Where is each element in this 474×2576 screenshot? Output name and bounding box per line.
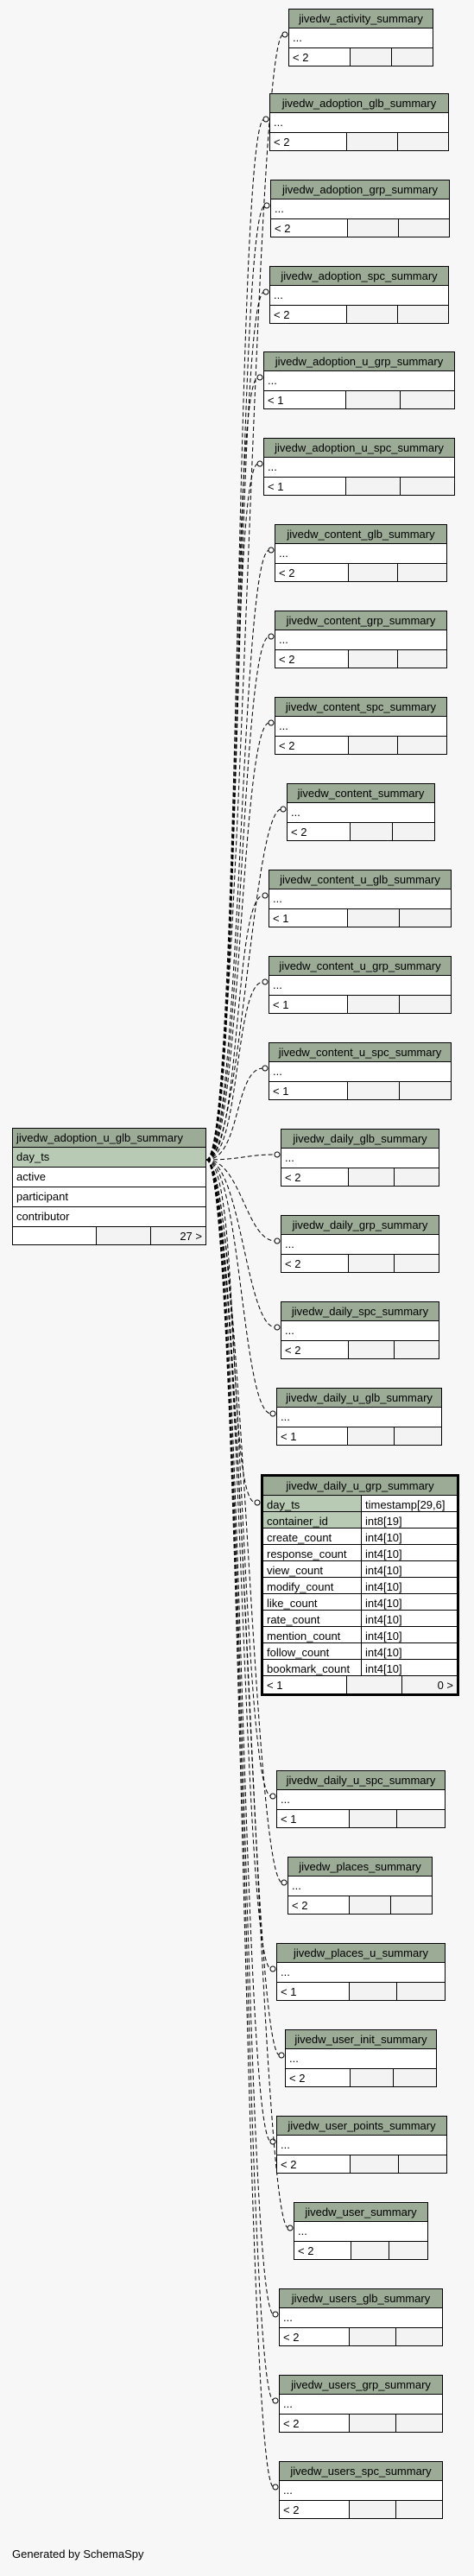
column-type: timestamp[29,6] [365, 1498, 446, 1511]
focus-table-header: jivedw_daily_u_grp_summary [263, 1477, 457, 1496]
footer-cell [349, 1168, 394, 1186]
footer-cell: < 2 [281, 1341, 349, 1358]
footer-cell [399, 2155, 446, 2173]
edge-end-marker [275, 1325, 280, 1330]
footer-cell: < 1 [264, 478, 346, 495]
footer-cell [400, 909, 451, 927]
main-table-column: contributor [13, 1207, 205, 1227]
edge-end-marker [275, 1238, 280, 1244]
edge-end-marker [269, 720, 274, 725]
related-table-footer [269, 909, 451, 927]
footer-cell: < 2 [288, 1896, 350, 1914]
related-table-column: ... [269, 889, 451, 909]
related-table-header: jivedw_daily_grp_summary [281, 1216, 439, 1235]
related-table[interactable] [287, 783, 435, 841]
main-table-column: participant [13, 1187, 205, 1207]
footer-cell [349, 650, 398, 668]
related-table-header: jivedw_content_u_grp_summary [269, 957, 451, 976]
footer-cell: < 2 [281, 1255, 349, 1272]
related-table[interactable] [281, 1215, 439, 1273]
related-table[interactable] [269, 870, 452, 927]
column-name: mention_count [263, 1627, 362, 1642]
main-table-column: day_ts [13, 1148, 205, 1168]
footer-cell: < 1 [277, 1427, 348, 1445]
related-table-column: ... [286, 2049, 436, 2069]
related-table-column: ... [264, 371, 454, 391]
focus-table-column [263, 1561, 457, 1578]
footer-cell: < 2 [294, 2242, 351, 2259]
column-name: follow_count [263, 1643, 362, 1659]
related-table-footer [281, 1255, 439, 1272]
footer-cell: 0 > [402, 1676, 457, 1693]
footer-cell [392, 48, 433, 66]
related-table[interactable] [276, 1388, 442, 1446]
edge-end-marker [270, 1794, 275, 1799]
related-table[interactable] [279, 2461, 443, 2519]
footer-cell: < 2 [280, 2501, 350, 2518]
related-table-footer [277, 2155, 446, 2173]
footer-cell [401, 391, 454, 408]
footer-cell [398, 306, 448, 323]
main-table-column: active [13, 1168, 205, 1187]
edge-end-marker [255, 1500, 260, 1505]
column-name: modify_count [263, 1578, 362, 1593]
footer-cell: < 2 [270, 133, 347, 150]
column-type: int4[10] [365, 1580, 402, 1593]
related-table[interactable] [275, 524, 447, 582]
related-table-column: ... [281, 1149, 439, 1168]
column-name: bookmark_count [263, 1660, 362, 1675]
footer-cell [395, 1255, 439, 1272]
footer-cell [395, 1168, 439, 1186]
footer-cell [398, 133, 448, 150]
footer-cell [398, 564, 446, 581]
related-table-header: jivedw_user_points_summary [277, 2117, 446, 2136]
related-table[interactable] [269, 93, 449, 151]
related-table-header: jivedw_content_spc_summary [275, 698, 446, 717]
related-table-header: jivedw_content_summary [288, 784, 434, 803]
edge-end-marker [273, 2484, 278, 2490]
related-table-column: ... [294, 2222, 427, 2242]
related-table-footer [264, 391, 454, 408]
footer-cell [397, 1810, 445, 1827]
column-name: view_count [263, 1561, 362, 1577]
footer-cell [97, 1227, 152, 1244]
related-table-column: ... [269, 1062, 451, 1082]
related-table[interactable] [263, 438, 455, 496]
related-table[interactable] [263, 351, 455, 409]
focus-table-column [263, 1512, 457, 1529]
column-name: response_count [263, 1545, 362, 1560]
related-table-footer [288, 823, 434, 840]
focus-table-column [263, 1545, 457, 1561]
edge-end-marker [281, 807, 286, 812]
footer-cell [389, 2242, 427, 2259]
related-table-column: ... [277, 1790, 445, 1810]
footer-cell: < 2 [288, 823, 351, 840]
footer-cell [348, 219, 399, 237]
footer-cell: < 2 [275, 650, 349, 668]
footer-cell [401, 478, 454, 495]
edge-end-marker [262, 893, 268, 898]
footer-cell [396, 2415, 442, 2432]
footer-cell [346, 391, 401, 408]
related-table-header: jivedw_content_u_spc_summary [269, 1043, 451, 1062]
column-name: like_count [263, 1594, 362, 1610]
related-table-footer [288, 1896, 432, 1914]
column-type: int4[10] [365, 1613, 402, 1626]
related-table-column: ... [281, 1235, 439, 1255]
footer-cell [350, 2415, 396, 2432]
related-table-header: jivedw_content_glb_summary [275, 525, 446, 544]
related-table[interactable] [288, 9, 433, 66]
focus-table-footer [263, 1676, 457, 1693]
footer-cell [349, 1255, 394, 1272]
relationship-edge [206, 1160, 271, 1414]
related-table[interactable] [275, 611, 447, 668]
footer-cell [351, 2242, 390, 2259]
related-table-column: ... [288, 803, 434, 823]
related-table[interactable] [275, 697, 447, 755]
related-table[interactable] [281, 1301, 439, 1359]
relationship-edge [206, 377, 258, 1160]
related-table-column: ... [277, 1408, 441, 1427]
related-table[interactable] [276, 1943, 446, 2001]
edge-end-marker [262, 979, 268, 984]
focus-table-column [263, 1578, 457, 1594]
footer-cell [391, 1896, 432, 1914]
related-table-footer [277, 1983, 445, 2000]
footer-cell: < 2 [270, 306, 347, 323]
related-table-column: ... [271, 199, 449, 219]
relationship-edge [206, 723, 269, 1160]
footer-cell [349, 737, 398, 754]
footer-cell [351, 2069, 394, 2086]
column-type: int4[10] [365, 1597, 402, 1610]
related-table-column: ... [275, 544, 446, 564]
footer-cell [351, 2155, 399, 2173]
related-table-header: jivedw_activity_summary [289, 9, 433, 28]
column-name: rate_count [263, 1611, 362, 1626]
related-table-footer [277, 1810, 445, 1827]
column-type: int4[10] [365, 1564, 402, 1577]
footer-cell [350, 1896, 391, 1914]
related-table[interactable] [281, 1129, 439, 1187]
related-table-header: jivedw_daily_u_spc_summary [277, 1771, 445, 1790]
related-table-header: jivedw_adoption_glb_summary [270, 94, 448, 113]
footer-cell [13, 1227, 97, 1244]
footer-cell: < 2 [271, 219, 348, 237]
footer-cell [350, 1983, 398, 2000]
column-type: int4[10] [365, 1547, 402, 1560]
footer-cell [400, 1082, 451, 1099]
focus-table-column [263, 1594, 457, 1611]
related-table-header: jivedw_users_spc_summary [280, 2462, 442, 2481]
footer-cell [399, 219, 449, 237]
related-table[interactable] [288, 1857, 433, 1915]
footer-cell [350, 2328, 396, 2345]
related-table-header: jivedw_places_u_summary [277, 1944, 445, 1963]
edge-end-marker [270, 1966, 275, 1972]
edge-end-marker [288, 2225, 293, 2231]
generated-by-label: Generated by SchemaSpy [12, 2548, 144, 2560]
related-table[interactable] [269, 266, 449, 324]
footer-cell [347, 1676, 402, 1693]
footer-cell [346, 478, 401, 495]
footer-cell: 27 > [151, 1227, 205, 1244]
edge-end-marker [264, 203, 269, 208]
column-type: int4[10] [365, 1630, 402, 1642]
footer-cell [349, 564, 398, 581]
main-table[interactable] [12, 1128, 206, 1245]
footer-cell [350, 2501, 396, 2518]
footer-cell [398, 737, 446, 754]
related-table-footer [277, 1427, 441, 1445]
related-table-footer [281, 1168, 439, 1186]
column-name: day_ts [263, 1496, 362, 1511]
main-table-header: jivedw_adoption_u_glb_summary [13, 1129, 205, 1148]
related-table-footer [269, 996, 451, 1013]
edge-end-marker [262, 1066, 268, 1071]
related-table-footer [280, 2328, 442, 2345]
edge-end-marker [269, 634, 274, 639]
footer-cell [348, 909, 400, 927]
edge-end-marker [263, 289, 269, 294]
column-type: int4[10] [365, 1646, 402, 1659]
related-table[interactable] [294, 2202, 428, 2260]
footer-cell: < 1 [277, 1983, 350, 2000]
focus-table-column [263, 1660, 457, 1676]
related-table-header: jivedw_content_grp_summary [275, 611, 446, 630]
related-table-header: jivedw_daily_glb_summary [281, 1130, 439, 1149]
related-table-header: jivedw_user_init_summary [286, 2030, 436, 2049]
related-table-footer [269, 1082, 451, 1099]
footer-cell: < 1 [269, 1082, 348, 1099]
focus-table[interactable] [261, 1474, 459, 1696]
edge-end-marker [279, 2053, 284, 2058]
related-table-footer [281, 1341, 439, 1358]
related-table-column: ... [277, 2136, 446, 2155]
footer-cell [396, 2328, 442, 2345]
footer-cell [351, 823, 393, 840]
related-table-footer [280, 2415, 442, 2432]
related-table-column: ... [275, 630, 446, 650]
related-table[interactable] [269, 956, 452, 1014]
related-table[interactable] [270, 180, 450, 237]
edge-end-marker [282, 32, 288, 37]
footer-cell: < 1 [264, 391, 346, 408]
edge-end-marker [270, 1411, 275, 1416]
relationship-edge [206, 1155, 275, 1160]
related-table-column: ... [280, 2395, 442, 2415]
edge-end-marker [270, 2139, 275, 2144]
column-name: container_id [263, 1512, 362, 1528]
focus-table-column [263, 1627, 457, 1643]
edge-end-marker [273, 2312, 278, 2317]
footer-cell [348, 1082, 400, 1099]
related-table[interactable] [269, 1042, 452, 1100]
related-table-column: ... [280, 2481, 442, 2501]
related-table-column: ... [269, 976, 451, 996]
footer-cell [394, 2069, 436, 2086]
related-table-header: jivedw_adoption_u_spc_summary [264, 439, 454, 458]
footer-cell [347, 306, 398, 323]
related-table-footer [270, 306, 448, 323]
edge-end-marker [263, 117, 269, 122]
focus-table-column [263, 1611, 457, 1627]
footer-cell [395, 1427, 441, 1445]
footer-cell [397, 1983, 445, 2000]
related-table-column: ... [275, 717, 446, 737]
related-table[interactable] [279, 2375, 443, 2433]
column-type: int8[19] [365, 1515, 402, 1528]
related-table-footer [280, 2501, 442, 2518]
related-table-column: ... [277, 1963, 445, 1983]
footer-cell: < 2 [275, 737, 349, 754]
footer-cell: < 2 [286, 2069, 351, 2086]
footer-cell: < 1 [277, 1810, 350, 1827]
column-type: int4[10] [365, 1662, 402, 1675]
footer-cell [347, 133, 398, 150]
related-table-footer [271, 219, 449, 237]
related-table[interactable] [285, 2029, 437, 2087]
related-table[interactable] [276, 2116, 447, 2174]
related-table-header: jivedw_users_glb_summary [280, 2289, 442, 2308]
related-table-header: jivedw_daily_u_glb_summary [277, 1389, 441, 1408]
footer-cell: < 1 [263, 1676, 347, 1693]
focus-table-column [263, 1529, 457, 1545]
edge-end-marker [281, 1880, 287, 1885]
edge-end-marker [275, 1152, 280, 1157]
column-name: create_count [263, 1529, 362, 1544]
related-table-column: ... [288, 1877, 432, 1896]
footer-cell: < 1 [269, 996, 348, 1013]
footer-cell [395, 1341, 439, 1358]
related-table-header: jivedw_daily_spc_summary [281, 1302, 439, 1321]
footer-cell [348, 1427, 395, 1445]
related-table-footer [275, 564, 446, 581]
focus-table-column [263, 1496, 457, 1512]
footer-cell: < 2 [289, 48, 351, 66]
relationship-edge [206, 1160, 274, 2314]
footer-cell: < 2 [275, 564, 349, 581]
related-table-column: ... [270, 286, 448, 306]
related-table-column: ... [270, 113, 448, 133]
footer-cell: < 2 [277, 2155, 351, 2173]
footer-cell: < 1 [269, 909, 348, 927]
related-table-footer [275, 737, 446, 754]
related-table-column: ... [289, 28, 433, 48]
column-type: int4[10] [365, 1531, 402, 1544]
edge-end-marker [273, 2398, 278, 2403]
related-table-footer [286, 2069, 436, 2086]
related-table-header: jivedw_adoption_u_grp_summary [264, 352, 454, 371]
related-table-footer [275, 650, 446, 668]
relationship-edge [206, 1160, 275, 1327]
related-table-header: jivedw_adoption_spc_summary [270, 267, 448, 286]
related-table-header: jivedw_adoption_grp_summary [271, 180, 449, 199]
edge-end-marker [269, 547, 274, 553]
footer-cell [400, 996, 451, 1013]
footer-cell: < 2 [280, 2415, 350, 2432]
related-table-header: jivedw_places_summary [288, 1858, 432, 1877]
edge-end-marker [257, 461, 262, 466]
related-table-footer [264, 478, 454, 495]
related-table-header: jivedw_users_grp_summary [280, 2376, 442, 2395]
related-table-column: ... [281, 1321, 439, 1341]
related-table-header: jivedw_user_summary [294, 2203, 427, 2222]
footer-cell: < 2 [280, 2328, 350, 2345]
relationship-edge [206, 464, 258, 1160]
footer-cell [398, 650, 446, 668]
footer-cell [393, 823, 434, 840]
footer-cell [348, 996, 400, 1013]
edge-end-marker [257, 375, 262, 380]
footer-cell [349, 1341, 394, 1358]
related-table[interactable] [276, 1770, 446, 1828]
footer-cell [396, 2501, 442, 2518]
focus-table-column [263, 1643, 457, 1660]
main-table-footer [13, 1227, 205, 1244]
footer-cell: < 2 [281, 1168, 349, 1186]
related-table-footer [270, 133, 448, 150]
related-table-footer [294, 2242, 427, 2259]
related-table[interactable] [279, 2288, 443, 2346]
related-table-column: ... [280, 2308, 442, 2328]
footer-cell [350, 1810, 398, 1827]
related-table-column: ... [264, 458, 454, 478]
relationship-edge [206, 1160, 274, 2487]
related-table-header: jivedw_content_u_glb_summary [269, 870, 451, 889]
related-table-footer [289, 48, 433, 66]
footer-cell [351, 48, 392, 66]
